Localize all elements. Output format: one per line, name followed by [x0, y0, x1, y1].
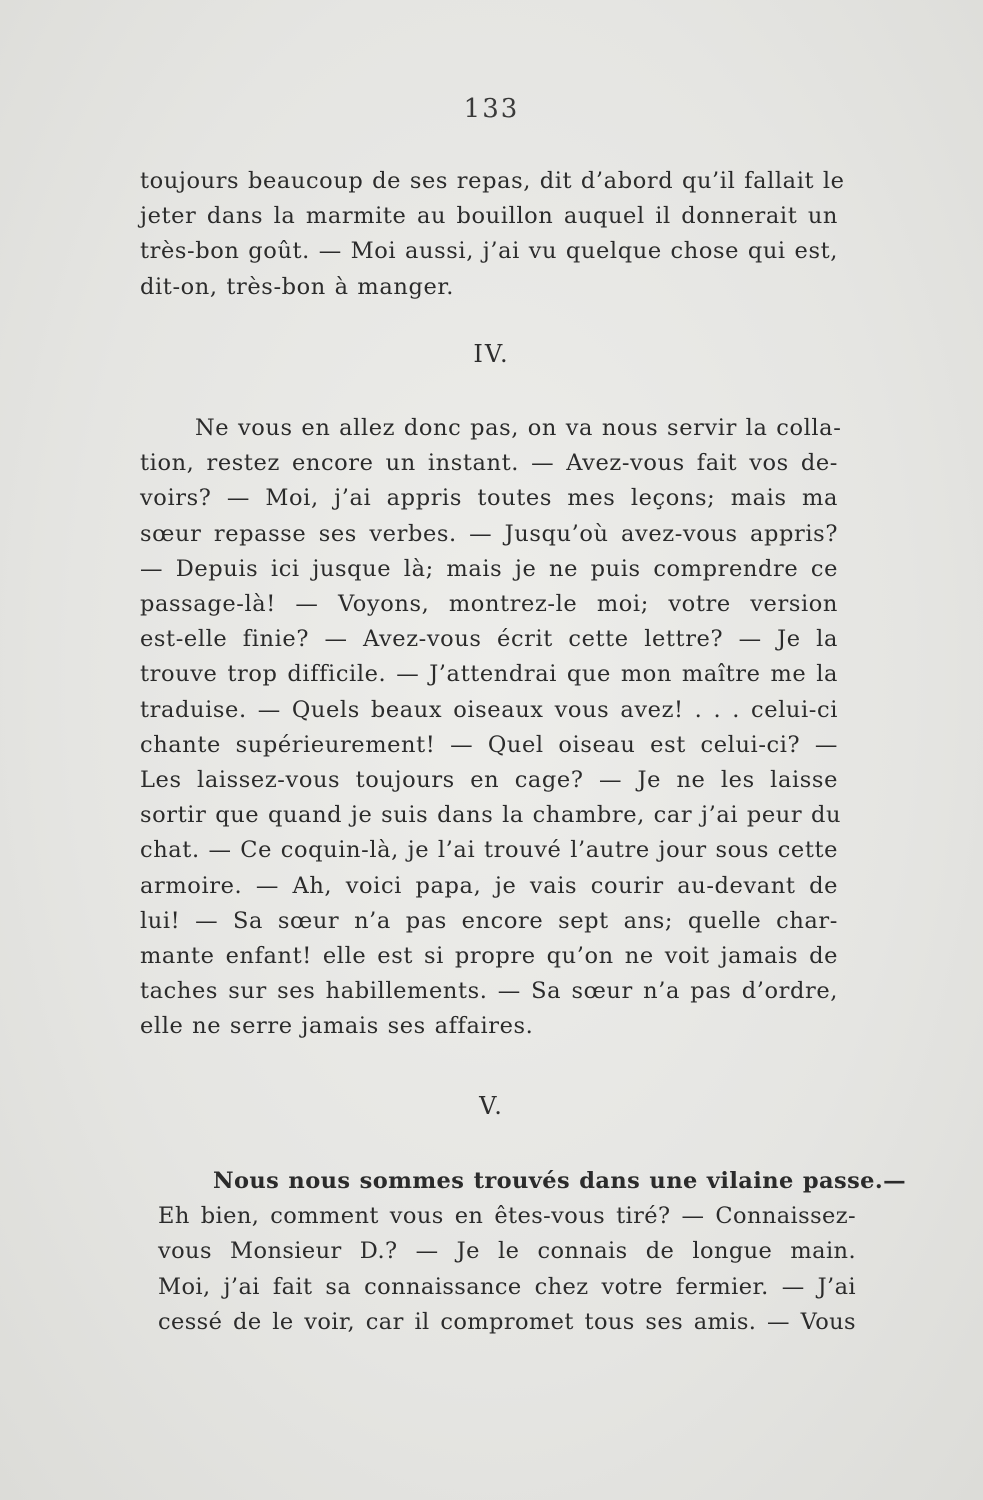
text-line: taches sur ses habillements. — Sa sœur n’a pas d’ordre,: [140, 978, 838, 1005]
section-iv-paragraph: [140, 411, 842, 1045]
text-line: cessé de le voir, car il compromet tous ses amis. — Vous: [158, 1308, 856, 1335]
text-line: Moi, j’ai fait sa connaissance chez votre fermier. — J’ai: [158, 1273, 856, 1300]
text-line: Eh bien, comment vous en êtes-vous tiré? — Connaissez-: [158, 1203, 856, 1230]
section-v-paragraph: [158, 1164, 906, 1340]
text-line: jeter dans la marmite au bouillon auquel il donnerait un: [140, 203, 838, 230]
text-line: tion, restez encore un instant. — Avez-vous fait vos de-: [140, 450, 838, 477]
text-line: voirs? — Moi, j’ai appris toutes mes leçons; mais ma: [140, 485, 838, 512]
text-line: mante enfant! elle est si propre qu’on ne voit jamais de: [140, 943, 838, 970]
text-line: chante supérieurement! — Quel oiseau est celui-ci? —: [140, 731, 838, 758]
section-heading-v: V.: [479, 1092, 504, 1120]
text-line: — Depuis ici jusque là; mais je ne puis comprendre ce: [140, 555, 838, 582]
text-line: elle ne serre jamais ses affaires.: [140, 1013, 534, 1040]
text-line: armoire. — Ah, voici papa, je vais courir au-devant de: [140, 872, 838, 899]
text-line: dit-on, très-bon à manger.: [140, 273, 455, 300]
page-number: 133: [463, 94, 520, 124]
continued-paragraph: [140, 164, 845, 305]
text-line: traduise. — Quels beaux oiseaux vous avez! . . . celui-ci: [140, 696, 838, 723]
text-line: lui! — Sa sœur n’a pas encore sept ans; quelle char-: [140, 907, 838, 934]
text-line: sortir que quand je suis dans la chambre, car j’ai peur du: [140, 802, 842, 829]
text-line: est-elle finie? — Avez-vous écrit cette lettre? — Je la: [140, 626, 838, 653]
text-line: Les laissez-vous toujours en cage? — Je ne les laisse: [140, 767, 838, 794]
text-line: trouve trop difficile. — J’attendrai que mon maître me la: [140, 661, 838, 688]
section-heading-iv: IV.: [473, 340, 510, 368]
text-line: passage-là! — Voyons, montrez-le moi; votre version: [140, 591, 838, 618]
text-line: Nous nous sommes trouvés dans une vilaine passe.—: [213, 1168, 906, 1194]
text-line: Ne vous en allez donc pas, on va nous servir la colla-: [195, 415, 842, 441]
text-line: sœur repasse ses verbes. — Jusqu’où avez-vous appris?: [140, 520, 838, 547]
text-line: vous Monsieur D.? — Je le connais de longue main.: [158, 1238, 856, 1265]
text-line: chat. — Ce coquin-là, je l’ai trouvé l’autre jour sous cette: [140, 837, 839, 864]
text-line: très-bon goût. — Moi aussi, j’ai vu quelque chose qui est,: [140, 238, 838, 265]
text-line: toujours beaucoup de ses repas, dit d’abord qu’il fallait le: [140, 168, 845, 194]
